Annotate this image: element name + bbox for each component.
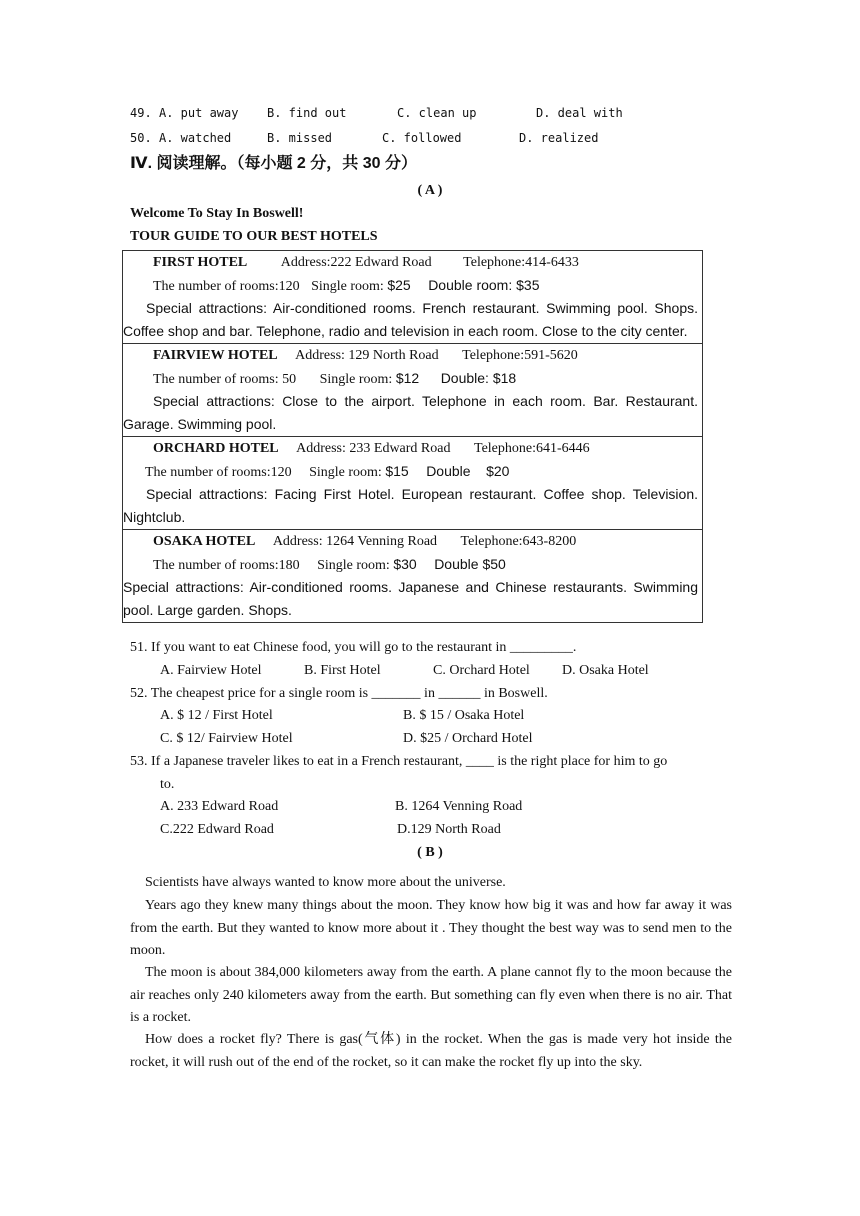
hotel-name: FAIRVIEW HOTEL bbox=[153, 348, 278, 363]
question-52-option-a: A. $ 12 / First Hotel bbox=[160, 708, 273, 723]
section-title: Ⅳ. 阅读理解。（每小题 2 分，共 30 分） bbox=[130, 155, 417, 172]
hotel-attractions: Special attractions: Air-conditioned rooms. Japanese and Chinese restaurants. Swimming pool. Large garden. Shops. bbox=[123, 579, 698, 618]
hotel-rooms: The number of rooms: 50 bbox=[153, 372, 297, 387]
passage-paragraph: Years ago they knew many things about the moon. They know how big it was and how far away it was from the earth. But they wanted to know more about it . They thought the best way was to send men to the moon. bbox=[130, 898, 732, 959]
question-number: 49. bbox=[130, 106, 152, 120]
hotel-rooms: The number of rooms:180 bbox=[153, 558, 300, 573]
question-53-stem: 53. If a Japanese traveler likes to eat in a French restaurant, ____ is the right place for him to go bbox=[130, 754, 668, 769]
double-room-price: Double $50 bbox=[434, 556, 506, 572]
option-b: B. find out bbox=[267, 106, 347, 120]
hotel-attractions: Special attractions: Close to the airport. Telephone in each room. Bar. Restaurant. Garage. Swimming pool. bbox=[123, 393, 698, 432]
question-51-option-a: A. Fairview Hotel bbox=[160, 663, 262, 678]
double-room-price: Double room: $35 bbox=[428, 277, 540, 293]
hotel-rooms: The number of rooms:120 bbox=[145, 465, 292, 480]
welcome-heading: Welcome To Stay In Boswell! bbox=[130, 206, 304, 221]
single-room-label: Single room: bbox=[309, 465, 382, 480]
hotel-entry-osaka bbox=[123, 530, 702, 622]
single-room-price: $30 bbox=[393, 556, 417, 572]
passage-paragraph: The moon is about 384,000 kilometers away from the earth. A plane cannot fly to the moon because the air reaches only 240 kilometers away from the earth. But something can fly even when there is no air. That is a rocket. bbox=[130, 965, 732, 1026]
hotel-table bbox=[122, 250, 703, 623]
option-c: C. clean up bbox=[397, 106, 477, 120]
hotel-entry-first bbox=[123, 251, 702, 344]
hotel-name: FIRST HOTEL bbox=[153, 255, 248, 270]
part-a-label: ( A ) bbox=[417, 183, 443, 198]
option-d: D. deal with bbox=[536, 106, 623, 120]
question-53-stem-continued: to. bbox=[160, 777, 175, 792]
double-room-price: Double $20 bbox=[426, 463, 510, 479]
hotel-address: Address: 233 Edward Road bbox=[296, 441, 451, 456]
question-53-option-d: D.129 North Road bbox=[397, 822, 501, 837]
hotel-entry-orchard bbox=[123, 437, 702, 530]
single-room-label: Single room: bbox=[317, 558, 390, 573]
single-room-price: $15 bbox=[385, 463, 409, 479]
question-number: 50. bbox=[130, 131, 152, 145]
question-53-option-c: C.222 Edward Road bbox=[160, 822, 274, 837]
question-51-option-b: B. First Hotel bbox=[304, 663, 381, 678]
part-b-label: ( B ) bbox=[417, 845, 443, 860]
question-52-option-b: B. $ 15 / Osaka Hotel bbox=[403, 708, 525, 723]
hotel-attractions: Special attractions: Facing First Hotel. European restaurant. Coffee shop. Television. Nightclub. bbox=[123, 486, 698, 525]
hotel-entry-fairview bbox=[123, 344, 702, 437]
option-c: C. followed bbox=[382, 131, 462, 145]
option-b: B. missed bbox=[267, 131, 333, 145]
single-room-label: Single room: bbox=[319, 372, 393, 387]
option-a: A. watched bbox=[159, 131, 232, 145]
hotel-name: ORCHARD HOTEL bbox=[153, 441, 279, 456]
option-a: A. put away bbox=[159, 106, 239, 120]
passage-paragraph: Scientists have always wanted to know more about the universe. bbox=[145, 875, 506, 890]
hotel-name: OSAKA HOTEL bbox=[153, 534, 256, 549]
single-room-price: $12 bbox=[395, 370, 420, 386]
passage-paragraph: How does a rocket fly? There is gas(气体) in the rocket. When the gas is made very hot inside the rocket, it will rush out of the end of the rocket, so it can make the rocket fly up into the sky. bbox=[130, 1032, 732, 1070]
question-53-option-b: B. 1264 Venning Road bbox=[395, 799, 523, 814]
question-52-stem: 52. The cheapest price for a single room is _______ in ______ in Boswell. bbox=[130, 686, 548, 701]
hotel-telephone: Telephone:643-8200 bbox=[460, 534, 577, 549]
single-room-label: Single room: bbox=[311, 279, 384, 294]
hotel-rooms: The number of rooms:120 bbox=[153, 279, 300, 294]
option-d: D. realized bbox=[519, 131, 599, 145]
guide-title: TOUR GUIDE TO OUR BEST HOTELS bbox=[130, 229, 378, 244]
hotel-address: Address: 1264 Venning Road bbox=[272, 534, 438, 549]
question-53-option-a: A. 233 Edward Road bbox=[160, 799, 279, 814]
double-room-price: Double: $18 bbox=[440, 370, 517, 386]
question-51-option-c: C. Orchard Hotel bbox=[433, 663, 530, 678]
hotel-telephone: Telephone:414-6433 bbox=[463, 255, 579, 270]
question-51-stem: 51. If you want to eat Chinese food, you will go to the restaurant in _________. bbox=[130, 640, 577, 655]
question-51-option-d: D. Osaka Hotel bbox=[562, 663, 649, 678]
question-52-option-d: D. $25 / Orchard Hotel bbox=[403, 731, 533, 746]
hotel-address: Address:222 Edward Road bbox=[280, 255, 432, 270]
hotel-telephone: Telephone:591-5620 bbox=[462, 348, 578, 363]
single-room-price: $25 bbox=[387, 277, 411, 293]
hotel-telephone: Telephone:641-6446 bbox=[474, 441, 590, 456]
question-52-option-c: C. $ 12/ Fairview Hotel bbox=[160, 731, 293, 746]
hotel-attractions: Special attractions: Air-conditioned rooms. French restaurant. Swimming pool. Shops. Coffee shop and bar. Telephone, radio and television in each room. Close to the city center. bbox=[123, 300, 698, 339]
hotel-address: Address: 129 North Road bbox=[295, 348, 439, 363]
